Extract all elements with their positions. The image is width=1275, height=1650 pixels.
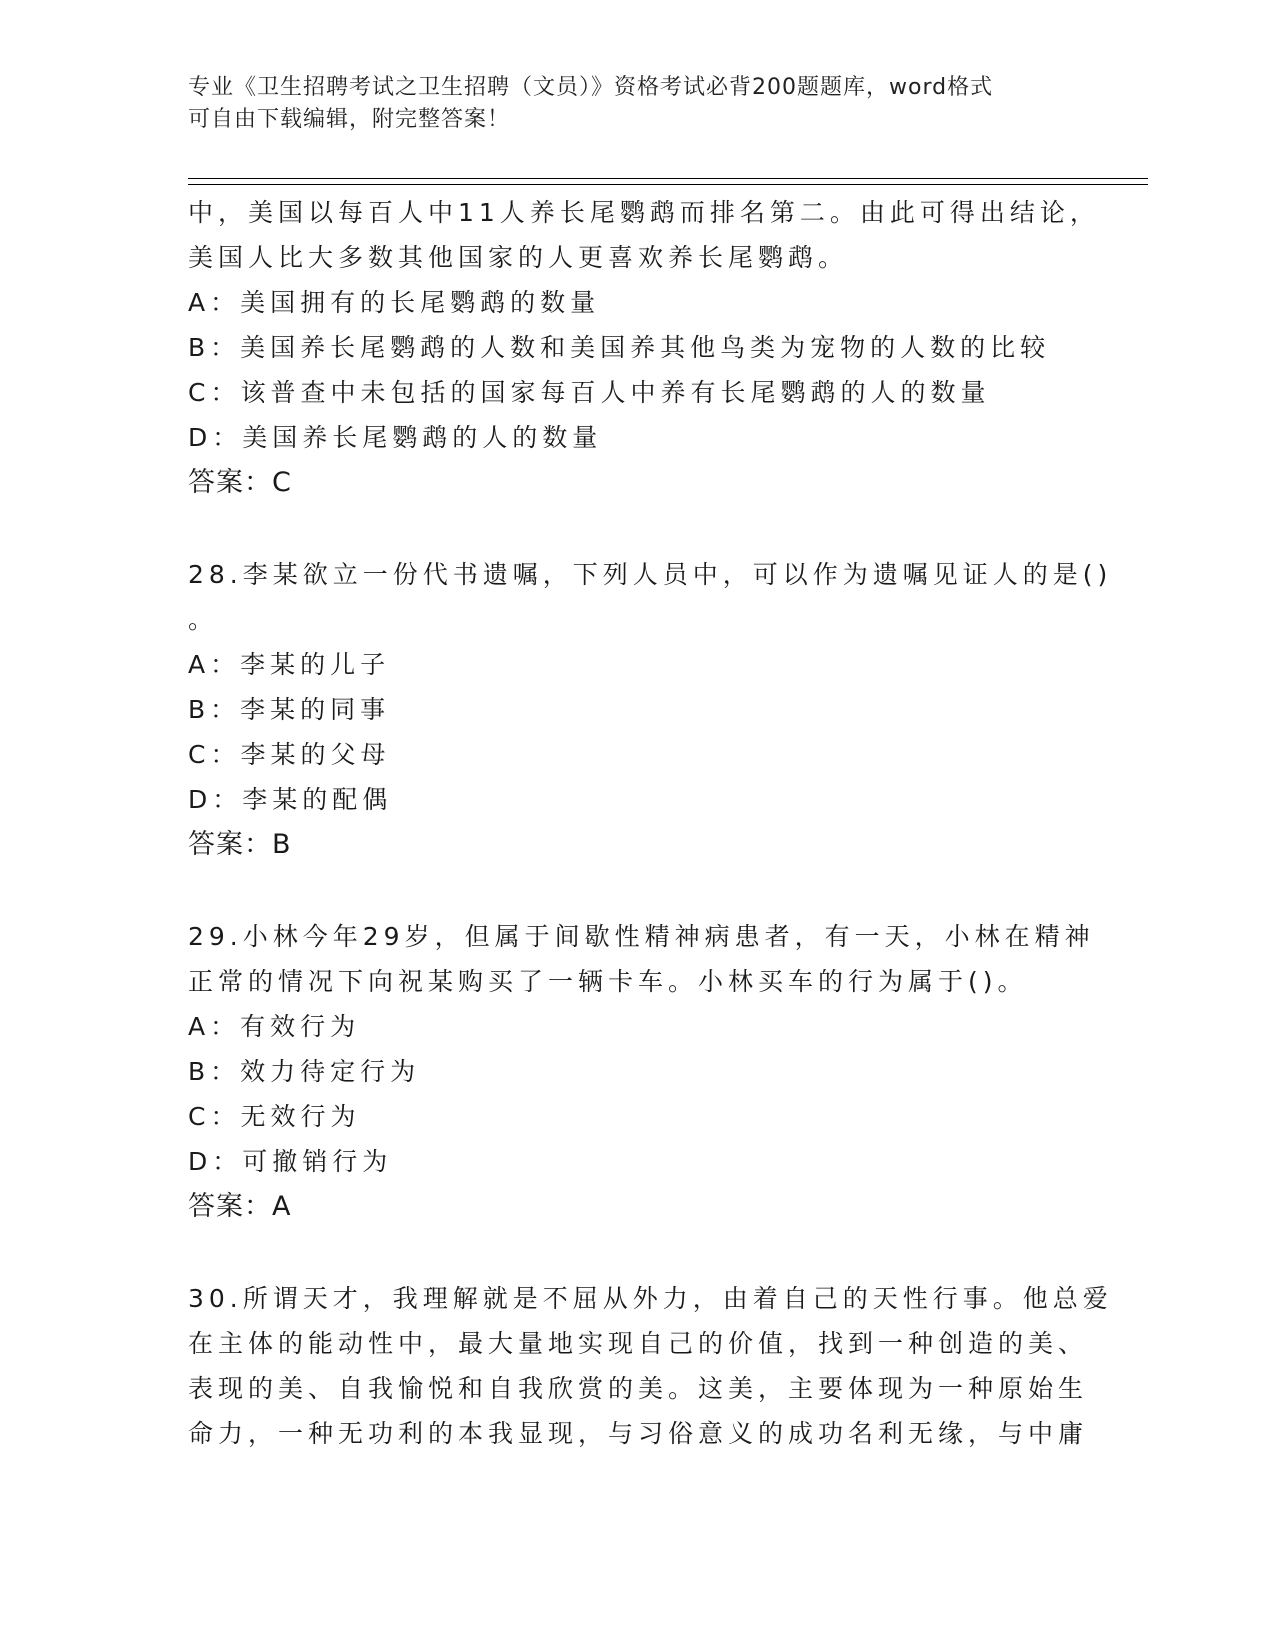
option-d: D：可撤销行为 — [188, 1147, 393, 1176]
question-block-29 — [188, 914, 1095, 1229]
header-divider-top — [188, 178, 1148, 179]
option-c: C：李某的父母 — [188, 740, 391, 769]
option-d: D：美国养长尾鹦鹉的人的数量 — [188, 423, 603, 452]
question-stem-line: 在主体的能动性中，最大量地实现自己的价值，找到一种创造的美、 — [188, 1329, 1089, 1358]
question-stem-line: 正常的情况下向祝某购买了一辆卡车。小林买车的行为属于()。 — [188, 967, 1028, 996]
answer-line: 答案：B — [188, 829, 292, 860]
option-a: A：有效行为 — [188, 1012, 361, 1041]
option-c: C：该普查中未包括的国家每百人中养有长尾鹦鹉的人的数量 — [188, 378, 991, 407]
header-title-line-2: 可自由下载编辑，附完整答案！ — [188, 107, 511, 132]
question-stem-line: 。 — [188, 605, 219, 634]
question-stem-line: 中，美国以每百人中11人养长尾鹦鹉而排名第二。由此可得出结论， — [188, 198, 1100, 227]
document-header — [188, 72, 1088, 136]
spacer — [188, 1229, 1088, 1276]
option-b: B：美国养长尾鹦鹉的人数和美国养其他鸟类为宠物的人数的比较 — [188, 333, 1051, 362]
option-c: C：无效行为 — [188, 1102, 361, 1131]
option-b: B：李某的同事 — [188, 695, 391, 724]
answer-line: 答案：A — [188, 1191, 292, 1222]
question-stem-line: 美国人比大多数其他国家的人更喜欢养长尾鹦鹉。 — [188, 243, 849, 272]
answer-line: 答案：C — [188, 467, 292, 498]
question-stem-line: 命力，一种无功利的本我显现，与习俗意义的成功名利无缘，与中庸 — [188, 1419, 1089, 1448]
option-a: A：美国拥有的长尾鹦鹉的数量 — [188, 288, 601, 317]
option-a: A：李某的儿子 — [188, 650, 391, 679]
option-b: B：效力待定行为 — [188, 1057, 421, 1086]
question-block-30 — [188, 1276, 1113, 1456]
question-stem-line: 表现的美、自我愉悦和自我欣赏的美。这美，主要体现为一种原始生 — [188, 1374, 1089, 1403]
header-divider-bottom — [188, 184, 1148, 185]
question-stem-line: 29.小林今年29岁，但属于间歇性精神病患者，有一天，小林在精神 — [188, 922, 1095, 951]
document-body — [188, 190, 1113, 1456]
question-block-28 — [188, 552, 1113, 867]
header-title-line-1: 专业《卫生招聘考试之卫生招聘（文员）》资格考试必背200题题库，word格式 — [188, 75, 994, 100]
question-stem-line: 30.所谓天才，我理解就是不屈从外力，由着自己的天性行事。他总爱 — [188, 1284, 1113, 1313]
question-stem-line: 28.李某欲立一份代书遗嘱，下列人员中，可以作为遗嘱见证人的是() — [188, 560, 1113, 589]
option-d: D：李某的配偶 — [188, 785, 393, 814]
spacer — [188, 505, 1088, 552]
question-block-27-continued — [188, 190, 1100, 505]
spacer — [188, 867, 1088, 914]
